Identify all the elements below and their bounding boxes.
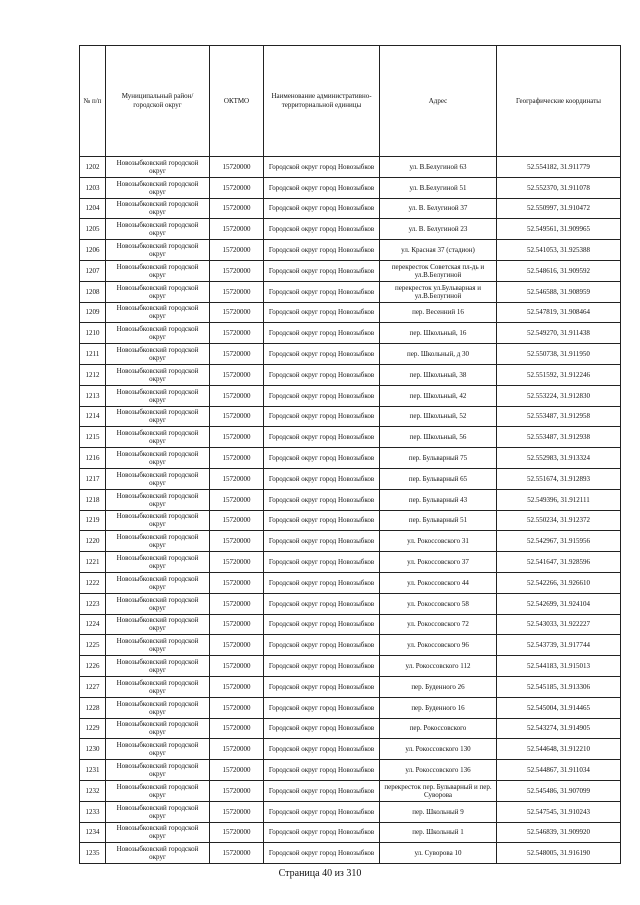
municipality-cell: Новозыбковский городской округ bbox=[106, 614, 210, 635]
row-number-cell: 1213 bbox=[80, 385, 106, 406]
oktmo-cell: 15720000 bbox=[210, 385, 264, 406]
oktmo-cell: 15720000 bbox=[210, 822, 264, 843]
municipality-cell: Новозыбковский городской округ bbox=[106, 801, 210, 822]
territory-cell: Городской округ город Новозыбков bbox=[264, 572, 380, 593]
address-cell: пер. Бульварный 51 bbox=[380, 510, 497, 531]
territory-cell: Городской округ город Новозыбков bbox=[264, 552, 380, 573]
table-row bbox=[80, 614, 621, 635]
territory-cell: Городской округ город Новозыбков bbox=[264, 302, 380, 323]
address-cell: ул. Рокоссовского 96 bbox=[380, 635, 497, 656]
municipality-cell: Новозыбковский городской округ bbox=[106, 240, 210, 261]
municipality-cell: Новозыбковский городской округ bbox=[106, 364, 210, 385]
territory-cell: Городской округ город Новозыбков bbox=[264, 593, 380, 614]
municipality-cell: Новозыбковский городской округ bbox=[106, 676, 210, 697]
municipality-cell: Новозыбковский городской округ bbox=[106, 219, 210, 240]
territory-cell: Городской округ город Новозыбков bbox=[264, 635, 380, 656]
address-cell: ул. В.Белугиной 63 bbox=[380, 157, 497, 178]
row-number-cell: 1227 bbox=[80, 676, 106, 697]
oktmo-cell: 15720000 bbox=[210, 780, 264, 801]
coords-cell: 52.541053, 31.925388 bbox=[497, 240, 621, 261]
table-row bbox=[80, 427, 621, 448]
coords-cell: 52.543739, 31.917744 bbox=[497, 635, 621, 656]
table-row bbox=[80, 593, 621, 614]
territory-cell: Городской округ город Новозыбков bbox=[264, 801, 380, 822]
table-row bbox=[80, 676, 621, 697]
oktmo-cell: 15720000 bbox=[210, 593, 264, 614]
oktmo-cell: 15720000 bbox=[210, 760, 264, 781]
municipality-cell: Новозыбковский городской округ bbox=[106, 385, 210, 406]
territory-cell: Городской округ город Новозыбков bbox=[264, 489, 380, 510]
municipality-cell: Новозыбковский городской округ bbox=[106, 177, 210, 198]
oktmo-cell: 15720000 bbox=[210, 697, 264, 718]
oktmo-cell: 15720000 bbox=[210, 260, 264, 281]
table-row bbox=[80, 552, 621, 573]
coords-cell: 52.550234, 31.912372 bbox=[497, 510, 621, 531]
territory-cell: Городской округ город Новозыбков bbox=[264, 676, 380, 697]
row-number-cell: 1204 bbox=[80, 198, 106, 219]
municipality-cell: Новозыбковский городской округ bbox=[106, 427, 210, 448]
coords-cell: 52.548616, 31.909592 bbox=[497, 260, 621, 281]
table-row bbox=[80, 760, 621, 781]
address-cell: пер. Школьный, 42 bbox=[380, 385, 497, 406]
address-cell: пер. Буденного 16 bbox=[380, 697, 497, 718]
row-number-cell: 1220 bbox=[80, 531, 106, 552]
header-oktmo: ОКТМО bbox=[210, 46, 264, 157]
oktmo-cell: 15720000 bbox=[210, 219, 264, 240]
oktmo-cell: 15720000 bbox=[210, 240, 264, 261]
municipality-cell: Новозыбковский городской округ bbox=[106, 593, 210, 614]
row-number-cell: 1202 bbox=[80, 157, 106, 178]
row-number-cell: 1223 bbox=[80, 593, 106, 614]
oktmo-cell: 15720000 bbox=[210, 177, 264, 198]
table-body bbox=[80, 157, 621, 864]
table-row bbox=[80, 323, 621, 344]
address-cell: ул. Рокоссовского 58 bbox=[380, 593, 497, 614]
municipality-cell: Новозыбковский городской округ bbox=[106, 760, 210, 781]
oktmo-cell: 15720000 bbox=[210, 843, 264, 864]
coords-cell: 52.553487, 31.912938 bbox=[497, 427, 621, 448]
territory-cell: Городской округ город Новозыбков bbox=[264, 448, 380, 469]
row-number-cell: 1231 bbox=[80, 760, 106, 781]
table-row bbox=[80, 281, 621, 302]
address-cell: перекресток ул.Бульварная и ул.В.Белугиной bbox=[380, 281, 497, 302]
coords-cell: 52.552983, 31.913324 bbox=[497, 448, 621, 469]
municipality-cell: Новозыбковский городской округ bbox=[106, 510, 210, 531]
row-number-cell: 1218 bbox=[80, 489, 106, 510]
table-row bbox=[80, 822, 621, 843]
data-table bbox=[79, 45, 621, 864]
oktmo-cell: 15720000 bbox=[210, 302, 264, 323]
coords-cell: 52.554182, 31.911779 bbox=[497, 157, 621, 178]
table-row bbox=[80, 177, 621, 198]
coords-cell: 52.542699, 31.924104 bbox=[497, 593, 621, 614]
row-number-cell: 1224 bbox=[80, 614, 106, 635]
table-row bbox=[80, 198, 621, 219]
oktmo-cell: 15720000 bbox=[210, 572, 264, 593]
address-cell: ул. Рокоссовского 136 bbox=[380, 760, 497, 781]
coords-cell: 52.553487, 31.912958 bbox=[497, 406, 621, 427]
municipality-cell: Новозыбковский городской округ bbox=[106, 448, 210, 469]
row-number-cell: 1228 bbox=[80, 697, 106, 718]
coords-cell: 52.549561, 31.909965 bbox=[497, 219, 621, 240]
municipality-cell: Новозыбковский городской округ bbox=[106, 656, 210, 677]
row-number-cell: 1233 bbox=[80, 801, 106, 822]
territory-cell: Городской округ город Новозыбков bbox=[264, 531, 380, 552]
oktmo-cell: 15720000 bbox=[210, 323, 264, 344]
territory-cell: Городской округ город Новозыбков bbox=[264, 760, 380, 781]
table-row bbox=[80, 448, 621, 469]
oktmo-cell: 15720000 bbox=[210, 489, 264, 510]
table-row bbox=[80, 260, 621, 281]
coords-cell: 52.552370, 31.911078 bbox=[497, 177, 621, 198]
municipality-cell: Новозыбковский городской округ bbox=[106, 198, 210, 219]
municipality-cell: Новозыбковский городской округ bbox=[106, 843, 210, 864]
coords-cell: 52.545004, 31.914465 bbox=[497, 697, 621, 718]
row-number-cell: 1235 bbox=[80, 843, 106, 864]
municipality-cell: Новозыбковский городской округ bbox=[106, 468, 210, 489]
coords-cell: 52.547545, 31.910243 bbox=[497, 801, 621, 822]
table-row bbox=[80, 635, 621, 656]
oktmo-cell: 15720000 bbox=[210, 656, 264, 677]
row-number-cell: 1211 bbox=[80, 344, 106, 365]
row-number-cell: 1208 bbox=[80, 281, 106, 302]
row-number-cell: 1229 bbox=[80, 718, 106, 739]
municipality-cell: Новозыбковский городской округ bbox=[106, 552, 210, 573]
table-row bbox=[80, 406, 621, 427]
row-number-cell: 1216 bbox=[80, 448, 106, 469]
table-row bbox=[80, 801, 621, 822]
row-number-cell: 1221 bbox=[80, 552, 106, 573]
territory-cell: Городской округ город Новозыбков bbox=[264, 177, 380, 198]
territory-cell: Городской округ город Новозыбков bbox=[264, 843, 380, 864]
territory-cell: Городской округ город Новозыбков bbox=[264, 281, 380, 302]
municipality-cell: Новозыбковский городской округ bbox=[106, 572, 210, 593]
address-cell: пер. Бульварный 43 bbox=[380, 489, 497, 510]
table-row bbox=[80, 157, 621, 178]
row-number-cell: 1214 bbox=[80, 406, 106, 427]
coords-cell: 52.549396, 31.912111 bbox=[497, 489, 621, 510]
header-num: № п/п bbox=[80, 46, 106, 157]
coords-cell: 52.546839, 31.909920 bbox=[497, 822, 621, 843]
municipality-cell: Новозыбковский городской округ bbox=[106, 260, 210, 281]
oktmo-cell: 15720000 bbox=[210, 427, 264, 448]
oktmo-cell: 15720000 bbox=[210, 635, 264, 656]
territory-cell: Городской округ город Новозыбков bbox=[264, 198, 380, 219]
row-number-cell: 1222 bbox=[80, 572, 106, 593]
territory-cell: Городской округ город Новозыбков bbox=[264, 260, 380, 281]
table-row bbox=[80, 302, 621, 323]
oktmo-cell: 15720000 bbox=[210, 552, 264, 573]
table-row bbox=[80, 344, 621, 365]
coords-cell: 52.544867, 31.911034 bbox=[497, 760, 621, 781]
row-number-cell: 1203 bbox=[80, 177, 106, 198]
address-cell: ул. В. Белугиной 23 bbox=[380, 219, 497, 240]
row-number-cell: 1205 bbox=[80, 219, 106, 240]
row-number-cell: 1212 bbox=[80, 364, 106, 385]
municipality-cell: Новозыбковский городской округ bbox=[106, 780, 210, 801]
address-cell: ул. Суворова 10 bbox=[380, 843, 497, 864]
table-row bbox=[80, 219, 621, 240]
oktmo-cell: 15720000 bbox=[210, 406, 264, 427]
municipality-cell: Новозыбковский городской округ bbox=[106, 697, 210, 718]
territory-cell: Городской округ город Новозыбков bbox=[264, 468, 380, 489]
address-cell: ул. Рокоссовского 72 bbox=[380, 614, 497, 635]
municipality-cell: Новозыбковский городской округ bbox=[106, 718, 210, 739]
municipality-cell: Новозыбковский городской округ bbox=[106, 344, 210, 365]
row-number-cell: 1232 bbox=[80, 780, 106, 801]
coords-cell: 52.544183, 31.915013 bbox=[497, 656, 621, 677]
coords-cell: 52.553224, 31.912830 bbox=[497, 385, 621, 406]
territory-cell: Городской округ город Новозыбков bbox=[264, 240, 380, 261]
address-cell: пер. Школьный, 56 bbox=[380, 427, 497, 448]
page-number: Страница 40 из 310 bbox=[278, 868, 362, 879]
territory-cell: Городской округ город Новозыбков bbox=[264, 323, 380, 344]
municipality-cell: Новозыбковский городской округ bbox=[106, 822, 210, 843]
territory-cell: Городской округ город Новозыбков bbox=[264, 364, 380, 385]
territory-cell: Городской округ город Новозыбков bbox=[264, 656, 380, 677]
coords-cell: 52.542266, 31.926610 bbox=[497, 572, 621, 593]
oktmo-cell: 15720000 bbox=[210, 281, 264, 302]
table-row bbox=[80, 739, 621, 760]
coords-cell: 52.542967, 31.915956 bbox=[497, 531, 621, 552]
address-cell: пер. Рокоссовского bbox=[380, 718, 497, 739]
address-cell: пер. Весенний 16 bbox=[380, 302, 497, 323]
coords-cell: 52.551674, 31.912893 bbox=[497, 468, 621, 489]
municipality-cell: Новозыбковский городской округ bbox=[106, 531, 210, 552]
table-row bbox=[80, 697, 621, 718]
row-number-cell: 1234 bbox=[80, 822, 106, 843]
table-row bbox=[80, 531, 621, 552]
address-cell: ул. Красная 37 (стадион) bbox=[380, 240, 497, 261]
territory-cell: Городской округ город Новозыбков bbox=[264, 219, 380, 240]
oktmo-cell: 15720000 bbox=[210, 344, 264, 365]
address-cell: пер. Школьный, 16 bbox=[380, 323, 497, 344]
territory-cell: Городской округ город Новозыбков bbox=[264, 780, 380, 801]
row-number-cell: 1217 bbox=[80, 468, 106, 489]
table-row bbox=[80, 572, 621, 593]
row-number-cell: 1207 bbox=[80, 260, 106, 281]
header-territory: Наименование административно-территориальной единицы bbox=[264, 46, 380, 157]
territory-cell: Городской округ город Новозыбков bbox=[264, 822, 380, 843]
coords-cell: 52.545185, 31.913306 bbox=[497, 676, 621, 697]
municipality-cell: Новозыбковский городской округ bbox=[106, 302, 210, 323]
municipality-cell: Новозыбковский городской округ bbox=[106, 489, 210, 510]
address-cell: перекресток Советская пл-дь и ул.В.Белугиной bbox=[380, 260, 497, 281]
address-cell: пер. Школьный 1 bbox=[380, 822, 497, 843]
municipality-cell: Новозыбковский городской округ bbox=[106, 323, 210, 344]
coords-cell: 52.544648, 31.912210 bbox=[497, 739, 621, 760]
coords-cell: 52.550997, 31.910472 bbox=[497, 198, 621, 219]
territory-cell: Городской округ город Новозыбков bbox=[264, 718, 380, 739]
table-row bbox=[80, 489, 621, 510]
oktmo-cell: 15720000 bbox=[210, 614, 264, 635]
oktmo-cell: 15720000 bbox=[210, 510, 264, 531]
address-cell: ул. Рокоссовского 44 bbox=[380, 572, 497, 593]
coords-cell: 52.543033, 31.922227 bbox=[497, 614, 621, 635]
address-cell: ул. В. Белугиной 37 bbox=[380, 198, 497, 219]
address-cell: пер. Школьный, 38 bbox=[380, 364, 497, 385]
territory-cell: Городской округ город Новозыбков bbox=[264, 614, 380, 635]
territory-cell: Городской округ город Новозыбков bbox=[264, 427, 380, 448]
municipality-cell: Новозыбковский городской округ bbox=[106, 739, 210, 760]
row-number-cell: 1225 bbox=[80, 635, 106, 656]
row-number-cell: 1206 bbox=[80, 240, 106, 261]
header-address: Адрес bbox=[380, 46, 497, 157]
oktmo-cell: 15720000 bbox=[210, 198, 264, 219]
oktmo-cell: 15720000 bbox=[210, 157, 264, 178]
territory-cell: Городской округ город Новозыбков bbox=[264, 157, 380, 178]
oktmo-cell: 15720000 bbox=[210, 531, 264, 552]
address-cell: пер. Школьный 9 bbox=[380, 801, 497, 822]
row-number-cell: 1215 bbox=[80, 427, 106, 448]
territory-cell: Городской округ город Новозыбков bbox=[264, 739, 380, 760]
coords-cell: 52.548005, 31.916190 bbox=[497, 843, 621, 864]
territory-cell: Городской округ город Новозыбков bbox=[264, 697, 380, 718]
address-cell: пер. Школьный, д 30 bbox=[380, 344, 497, 365]
coords-cell: 52.550738, 31.911950 bbox=[497, 344, 621, 365]
table-row bbox=[80, 240, 621, 261]
table-row bbox=[80, 780, 621, 801]
table-row bbox=[80, 385, 621, 406]
row-number-cell: 1210 bbox=[80, 323, 106, 344]
row-number-cell: 1219 bbox=[80, 510, 106, 531]
municipality-cell: Новозыбковский городской округ bbox=[106, 157, 210, 178]
address-cell: ул. Рокоссовского 130 bbox=[380, 739, 497, 760]
address-cell: пер. Школьный, 52 bbox=[380, 406, 497, 427]
territory-cell: Городской округ город Новозыбков bbox=[264, 510, 380, 531]
oktmo-cell: 15720000 bbox=[210, 739, 264, 760]
oktmo-cell: 15720000 bbox=[210, 676, 264, 697]
table-row bbox=[80, 656, 621, 677]
address-cell: ул. Рокоссовского 31 bbox=[380, 531, 497, 552]
table-row bbox=[80, 510, 621, 531]
table-row bbox=[80, 364, 621, 385]
address-cell: перекресток пер. Бульварный и пер. Суворова bbox=[380, 780, 497, 801]
coords-cell: 52.547819, 31.908464 bbox=[497, 302, 621, 323]
table-header-row bbox=[80, 46, 621, 157]
municipality-cell: Новозыбковский городской округ bbox=[106, 406, 210, 427]
address-cell: пер. Бульварный 65 bbox=[380, 468, 497, 489]
header-municipality: Муниципальный район/городской округ bbox=[106, 46, 210, 157]
table-row bbox=[80, 843, 621, 864]
municipality-cell: Новозыбковский городской округ bbox=[106, 635, 210, 656]
table-row bbox=[80, 468, 621, 489]
municipality-cell: Новозыбковский городской округ bbox=[106, 281, 210, 302]
oktmo-cell: 15720000 bbox=[210, 718, 264, 739]
oktmo-cell: 15720000 bbox=[210, 448, 264, 469]
header-coords: Географические координаты bbox=[497, 46, 621, 157]
territory-cell: Городской округ город Новозыбков bbox=[264, 385, 380, 406]
coords-cell: 52.546588, 31.908959 bbox=[497, 281, 621, 302]
coords-cell: 52.543274, 31.914905 bbox=[497, 718, 621, 739]
row-number-cell: 1226 bbox=[80, 656, 106, 677]
address-cell: пер. Бульварный 75 bbox=[380, 448, 497, 469]
row-number-cell: 1230 bbox=[80, 739, 106, 760]
oktmo-cell: 15720000 bbox=[210, 468, 264, 489]
oktmo-cell: 15720000 bbox=[210, 364, 264, 385]
coords-cell: 52.541647, 31.928596 bbox=[497, 552, 621, 573]
coords-cell: 52.549270, 31.911438 bbox=[497, 323, 621, 344]
address-cell: ул. Рокоссовского 37 bbox=[380, 552, 497, 573]
row-number-cell: 1209 bbox=[80, 302, 106, 323]
coords-cell: 52.551592, 31.912246 bbox=[497, 364, 621, 385]
address-cell: ул. Рокоссовского 112 bbox=[380, 656, 497, 677]
oktmo-cell: 15720000 bbox=[210, 801, 264, 822]
territory-cell: Городской округ город Новозыбков bbox=[264, 406, 380, 427]
table-row bbox=[80, 718, 621, 739]
address-cell: ул. В.Белугиной 51 bbox=[380, 177, 497, 198]
territory-cell: Городской округ город Новозыбков bbox=[264, 344, 380, 365]
coords-cell: 52.545486, 31.907099 bbox=[497, 780, 621, 801]
address-cell: пер. Буденного 26 bbox=[380, 676, 497, 697]
